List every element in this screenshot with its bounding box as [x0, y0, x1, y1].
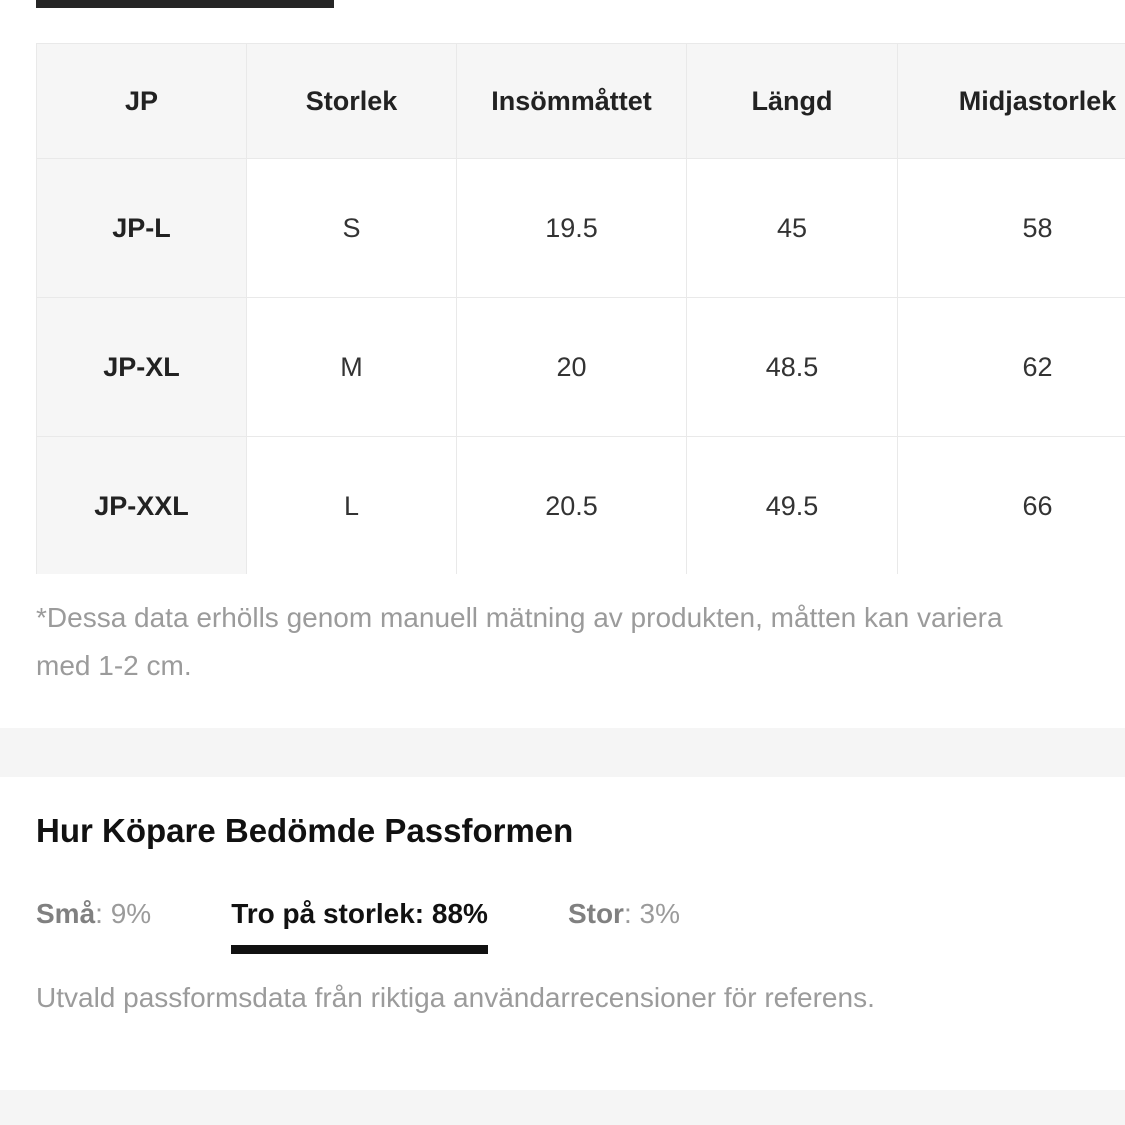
table-header-cell: Midjastorlek	[898, 44, 1125, 159]
table-cell: 66	[898, 437, 1125, 575]
fit-stat-true-to-size	[231, 898, 488, 954]
table-row	[37, 298, 1125, 437]
table-cell: 20	[457, 298, 687, 437]
fit-stat-label: Stor	[567, 898, 624, 929]
table-cell: L	[247, 437, 457, 575]
bottom-section-band	[0, 1090, 1125, 1125]
table-header-cell: Längd	[687, 44, 898, 159]
fit-feedback-title: Hur Köpare Bedömde Passformen	[36, 812, 574, 849]
fit-stat-small	[36, 898, 151, 930]
table-cell: S	[247, 159, 457, 298]
size-table	[36, 43, 1125, 574]
table-header-row	[37, 44, 1125, 159]
row-header-cell: JP-XL	[37, 298, 247, 437]
fit-data-source-note: Utvald passformsdata från riktiga användarrecensioner för referens.	[36, 982, 875, 1013]
row-header-cell: JP-XXL	[37, 437, 247, 575]
fit-feedback-stats	[36, 898, 680, 954]
fit-stat-value: : 3%	[623, 898, 680, 929]
fit-stat-value: : 9%	[95, 898, 152, 929]
table-cell: 20.5	[457, 437, 687, 575]
table-row	[37, 159, 1125, 298]
table-header-cell: Storlek	[247, 44, 457, 159]
table-cell: 49.5	[687, 437, 898, 575]
row-header-cell: JP-L	[37, 159, 247, 298]
table-header-cell: Insömmåttet	[457, 44, 687, 159]
table-cell: 62	[898, 298, 1125, 437]
fit-stat-label: Små	[36, 898, 96, 929]
table-header-cell: JP	[37, 44, 247, 159]
size-table-scroll-area[interactable]	[36, 43, 1125, 574]
fit-stat-large	[568, 898, 680, 930]
table-cell: 19.5	[457, 159, 687, 298]
fit-stat-highlight-underline	[231, 945, 488, 954]
table-cell: M	[247, 298, 457, 437]
table-row	[37, 437, 1125, 575]
measurement-disclaimer: *Dessa data erhölls genom manuell mätning av produkten, måtten kan variera med 1-2 cm.	[36, 602, 1003, 681]
table-cell: 58	[898, 159, 1125, 298]
table-cell: 45	[687, 159, 898, 298]
table-cell: 48.5	[687, 298, 898, 437]
section-divider-band	[0, 728, 1125, 777]
active-tab-indicator	[36, 0, 334, 8]
fit-stat-label: Tro på storlek: 88%	[231, 898, 488, 929]
